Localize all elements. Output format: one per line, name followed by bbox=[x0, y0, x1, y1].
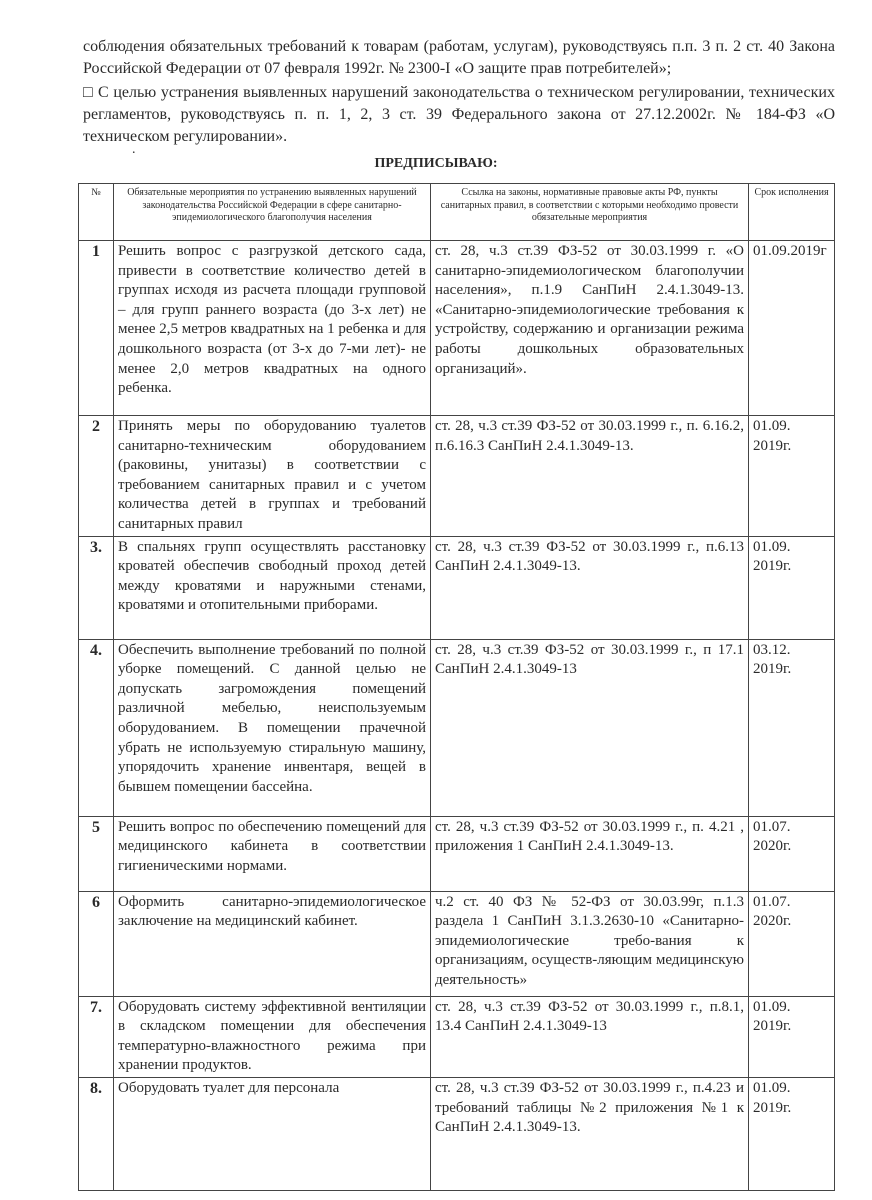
row-deadline: 01.09. 2019г. bbox=[749, 416, 835, 537]
stray-dot: . bbox=[132, 142, 136, 157]
row-deadline: 01.09. 2019г. bbox=[749, 1077, 835, 1190]
row-reference: ст. 28, ч.3 ст.39 ФЗ-52 от 30.03.1999 г., п.8.1, 13.4 СанПиН 2.4.1.3049-13 bbox=[431, 996, 749, 1077]
row-measure: Решить вопрос по обеспечению помещений для медицинского кабинета в соответствии гигиеническими нормами. bbox=[114, 816, 431, 891]
row-reference: ч.2 ст. 40 ФЗ № 52-ФЗ от 30.03.99г, п.1.3 раздела 1 СанПиН 3.1.3.2630-10 «Санитарно-эпидемиологические требо-вания к организациям, осуществ-ляющим медицинскую деятельность» bbox=[431, 891, 749, 996]
prescription-table bbox=[78, 183, 835, 1191]
row-deadline: 01.07. 2020г. bbox=[749, 816, 835, 891]
document-title: ПРЕДПИСЫВАЮ: bbox=[374, 156, 498, 171]
table-row bbox=[79, 416, 835, 537]
row-number: 6 bbox=[79, 891, 114, 996]
row-measure: Оборудовать туалет для персонала bbox=[114, 1077, 431, 1190]
row-reference: ст. 28, ч.3 ст.39 ФЗ-52 от 30.03.1999 г. «О санитарно-эпидемиологическом благополучии населения», п.1.9 СанПиН 2.4.1.3049-13. «Санитарно-эпидемиологические требования к устройству, содержанию и организации режима работы дошкольных образовательных организаций». bbox=[431, 241, 749, 416]
table-header-row bbox=[79, 184, 835, 241]
intro-paragraph-2: □ С целью устранения выявленных нарушений законодательства о техническом регулировании, технических регламентов, руководствуясь п. п. 1, 2, 3 ст. 39 Федерального закона от 27.12.2002г. № 184-ФЗ «О техническом регулировании». bbox=[83, 84, 835, 145]
row-number: 4. bbox=[79, 639, 114, 816]
header-number: № bbox=[79, 184, 114, 241]
row-deadline: 01.09.2019г bbox=[749, 241, 835, 416]
row-measure: Оборудовать систему эффективной вентиляции в складском помещении для обеспечения температурно-влажностного режима при хранении продуктов. bbox=[114, 996, 431, 1077]
header-references: Ссылка на законы, нормативные правовые акты РФ, пункты санитарных правил, в соответствии с которыми необходимо провести обязательные мероприятия bbox=[431, 184, 749, 241]
row-reference: ст. 28, ч.3 ст.39 ФЗ-52 от 30.03.1999 г., п. 6.16.2, п.6.16.3 СанПиН 2.4.1.3049-13. bbox=[431, 416, 749, 537]
row-number: 5 bbox=[79, 816, 114, 891]
table-row bbox=[79, 536, 835, 639]
row-measure: Принять меры по оборудованию туалетов санитарно-техническим оборудованием (раковины, унитазы) в соответствии с требованием санитарных правил и с учетом количества детей в группах и требований санитарных правил bbox=[114, 416, 431, 537]
row-reference: ст. 28, ч.3 ст.39 ФЗ-52 от 30.03.1999 г., п. 4.21 , приложения 1 СанПиН 2.4.1.3049-13. bbox=[431, 816, 749, 891]
row-reference: ст. 28, ч.3 ст.39 ФЗ-52 от 30.03.1999 г., п.6.13 СанПиН 2.4.1.3049-13. bbox=[431, 536, 749, 639]
row-reference: ст. 28, ч.3 ст.39 ФЗ-52 от 30.03.1999 г., п 17.1 СанПиН 2.4.1.3049-13 bbox=[431, 639, 749, 816]
row-measure: В спальнях групп осуществлять расстановку кроватей обеспечив свободный проход детей между кроватями и наружными стенами, кроватями и отопительными приборами. bbox=[114, 536, 431, 639]
table-row bbox=[79, 1077, 835, 1190]
row-number: 3. bbox=[79, 536, 114, 639]
header-measures: Обязательные мероприятия по устранению выявленных нарушений законодательства Российской Федерации в сфере санитарно-эпидемиологического благополучия населения bbox=[114, 184, 431, 241]
row-deadline: 01.09. 2019г. bbox=[749, 996, 835, 1077]
row-number: 7. bbox=[79, 996, 114, 1077]
row-number: 8. bbox=[79, 1077, 114, 1190]
row-deadline: 01.07. 2020г. bbox=[749, 891, 835, 996]
intro-paragraph-1: соблюдения обязательных требований к товарам (работам, услугам), руководствуясь п.п. 3 п. 2 ст. 40 Закона Российской Федерации от 07 февраля 1992г. № 2300-I «О защите прав потребителей»; bbox=[83, 38, 835, 77]
row-reference: ст. 28, ч.3 ст.39 ФЗ-52 от 30.03.1999 г., п.4.23 и требований таблицы №2 приложения №1 к СанПиН 2.4.1.3049-13. bbox=[431, 1077, 749, 1190]
row-measure: Решить вопрос с разгрузкой детского сада, привести в соответствие количество детей в группах исходя из расчета площади групповой – для групп раннего возраста (до 3-х лет) не менее 2,5 метров квадратных на 1 ребенка и для дошкольного возраста (от 3-х до 7-ми лет)- не менее 2,0 метров квадратных на одного ребенка. bbox=[114, 241, 431, 416]
row-measure: Обеспечить выполнение требований по полной уборке помещений. С данной целью не допускать загромождения помещений различной мебелью, неиспользуемым оборудованием. В помещении прачечной убрать не используемую стиральную машину, упорядочить хранение инвентаря, вещей в бывшем помещении бассейна. bbox=[114, 639, 431, 816]
header-deadline: Срок исполнения bbox=[749, 184, 835, 241]
table-row bbox=[79, 816, 835, 891]
table-row bbox=[79, 891, 835, 996]
table-row bbox=[79, 241, 835, 416]
row-measure: Оформить санитарно-эпидемиологическое заключение на медицинский кабинет. bbox=[114, 891, 431, 996]
table-row bbox=[79, 639, 835, 816]
row-deadline: 03.12. 2019г. bbox=[749, 639, 835, 816]
row-number: 1 bbox=[79, 241, 114, 416]
row-deadline: 01.09. 2019г. bbox=[749, 536, 835, 639]
table-row bbox=[79, 996, 835, 1077]
row-number: 2 bbox=[79, 416, 114, 537]
